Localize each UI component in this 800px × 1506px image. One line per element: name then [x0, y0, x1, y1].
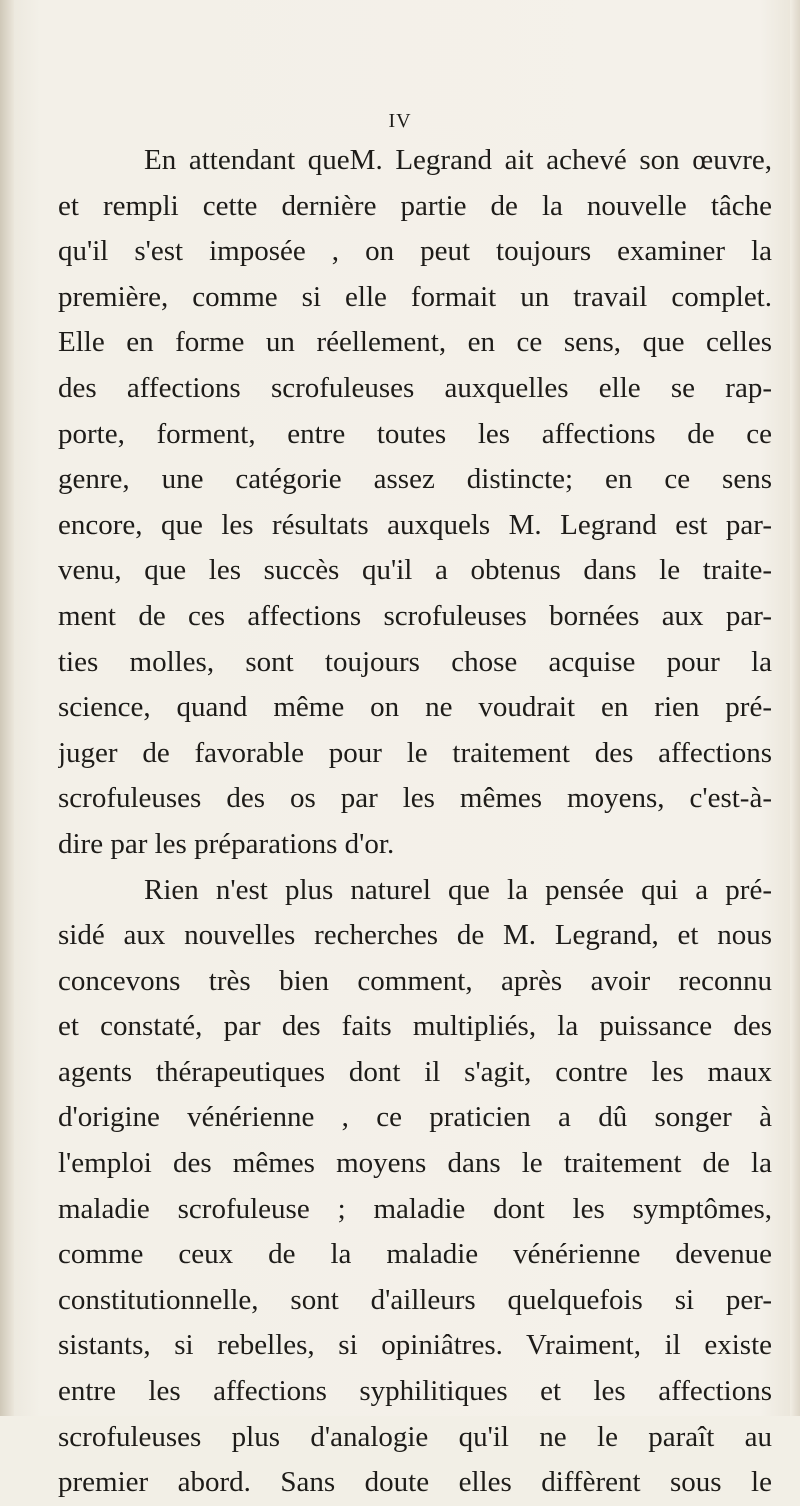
text-line: constitutionnelle, sont d'ailleurs quelquefois si per-: [58, 1283, 772, 1316]
text-line: concevons très bien comment, après avoir reconnu: [58, 964, 772, 997]
text-line: ties molles, sont toujours chose acquise pour la: [58, 645, 772, 678]
text-line: ment de ces affections scrofuleuses bornées aux par-: [58, 599, 772, 632]
text-line: venu, que les succès qu'il a obtenus dans le traite-: [58, 554, 772, 587]
page-right-edge: [790, 0, 800, 1416]
text-line: scrofuleuses des os par les mêmes moyens, c'est-à-: [58, 782, 772, 815]
body-text: [58, 138, 772, 1506]
text-line: science, quand même on ne voudrait en rien pré-: [58, 691, 772, 724]
text-line: premier abord. Sans doute elles diffèrent sous le: [58, 1466, 772, 1499]
page-left-edge: [0, 0, 14, 1416]
text-line: En attendant queM. Legrand ait achevé son œuvre,: [144, 144, 772, 176]
text-line: comme ceux de la maladie vénérienne devenue: [58, 1238, 772, 1271]
text-line: porte, forment, entre toutes les affections de ce: [58, 417, 772, 450]
text-line: juger de favorable pour le traitement des affections: [58, 736, 772, 769]
text-line: l'emploi des mêmes moyens dans le traitement de la: [58, 1147, 772, 1180]
text-line: agents thérapeutiques dont il s'agit, contre les maux: [58, 1055, 772, 1088]
text-line: dire par les préparations d'or.: [58, 827, 395, 860]
text-line: sidé aux nouvelles recherches de M. Legrand, et nous: [58, 919, 772, 952]
text-line: scrofuleuses plus d'analogie qu'il ne le paraît au: [58, 1420, 772, 1453]
text-line: et constaté, par des faits multipliés, la puissance des: [58, 1010, 772, 1043]
text-line: Rien n'est plus naturel que la pensée qui a pré-: [144, 873, 772, 906]
text-line: Elle en forme un réellement, en ce sens, que celles: [58, 326, 772, 359]
text-line: maladie scrofuleuse ; maladie dont les symptômes,: [58, 1192, 772, 1225]
text-line: d'origine vénérienne , ce praticien a dû songer à: [58, 1101, 772, 1134]
text-line: qu'il s'est imposée , on peut toujours examiner la: [58, 235, 772, 268]
text-line: encore, que les résultats auxquels M. Legrand est par-: [58, 508, 772, 541]
text-line: entre les affections syphilitiques et les affections: [58, 1375, 772, 1408]
text-line: sistants, si rebelles, si opiniâtres. Vraiment, il existe: [58, 1329, 772, 1362]
text-line: première, comme si elle formait un travail complet.: [58, 280, 772, 313]
text-line: genre, une catégorie assez distincte; en ce sens: [58, 463, 772, 496]
text-line: des affections scrofuleuses auxquelles elle se rap-: [58, 371, 772, 404]
text-line: et rempli cette dernière partie de la nouvelle tâche: [58, 189, 772, 222]
page-number: IV: [388, 110, 412, 132]
